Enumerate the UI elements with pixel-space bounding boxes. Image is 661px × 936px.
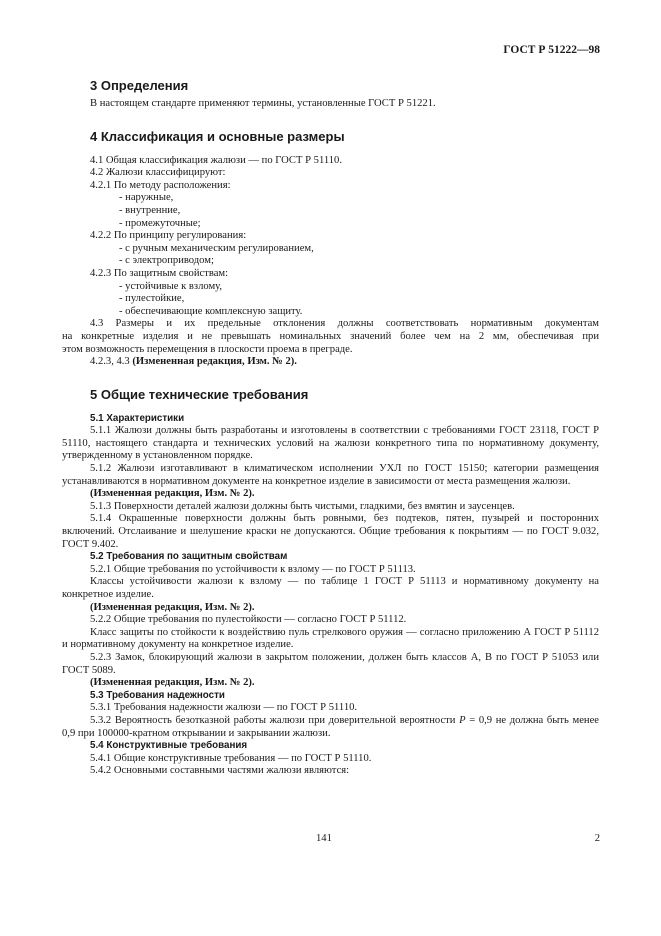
list-item: - устойчивые к взлому, [119,280,223,292]
para-4-3-line2: на конкретные изделия и не превышать номинальных значений более чем на 2 мм, обеспечивая при [62,330,599,342]
para-5-3-2-part2: = 0,9 не должна быть менее 0,9 при 100000-кратном открывании и закрывании жалюзи. [62,714,599,739]
para-5-1-2: 5.1.2 Жалюзи изготавливают в климатическом исполнении УХЛ по ГОСТ 15150; категории размещения устанавливаются в нормативном документе на конкретное изделие в зависимости от места размещения жалюзи. [62,463,599,487]
para-5-1-1: 5.1.1 Жалюзи должны быть разработаны и изготовлены в соответствии с требованиями ГОСТ 23118, ГОСТ Р 51110, настоящего стандарта и технических условий на жалюзи конкретного типа по нормативному документу, утвержденному в установленном порядке. [62,425,599,462]
para-5-1-4: 5.1.4 Окрашенные поверхности должны быть ровными, без подтеков, пятен, пузырей и посторонних включений. Отслаивание и шелушение краски не допускаются. Общие требования к покрытиям — по ГОСТ 9.032, ГОСТ 9.402. [62,513,599,550]
subsection-5-4: 5.4 Конструктивные требования [90,740,248,752]
para-4-3-line1: 4.3 Размеры и их предельные отклонения должны соответствовать нормативным документам [90,318,599,330]
para-4-2-3: 4.2.3 По защитным свойствам: [90,267,229,279]
subsection-5-1: 5.1 Характеристики [90,412,185,424]
subsection-5-2: 5.2 Требования по защитным свойствам [90,551,288,563]
list-item: - пулестойкие, [119,293,185,305]
list-item: - обеспечивающие комплексную защиту. [119,305,303,317]
para-5-2-2: 5.2.2 Общие требования по пулестойкости — согласно ГОСТ Р 51112. [90,614,407,626]
para-5-1-3: 5.1.3 Поверхности деталей жалюзи должны быть чистыми, гладкими, без вмятин и заусенцев. [90,500,515,512]
change-note: (Измененная редакция, Изм. № 2). [90,677,255,689]
list-item: - наружные, [119,192,174,204]
section-3-text: В настоящем стандарте применяют термины, установленные ГОСТ Р 51221. [90,98,436,109]
change-note [62,356,599,369]
para-4-2-2: 4.2.2 По принципу регулирования: [90,230,247,242]
para-4-2-1: 4.2.1 По методу расположения: [90,179,231,191]
para-5-2-1b: Классы устойчивости жалюзи к взлому — по таблице 1 ГОСТ Р 51113 и нормативному документу на конкретное изделие. [62,576,599,600]
list-item: - внутренние, [119,204,181,216]
para-5-3-1: 5.3.1 Требования надежности жалюзи — по ГОСТ Р 51110. [90,702,358,714]
change-ref: 4.2.3, 4.3 [90,356,130,368]
probability-variable: P [459,714,466,726]
subsection-5-3: 5.3 Требования надежности [90,689,225,701]
section-5-title: 5 Общие технические требования [90,386,309,402]
change-note: (Измененная редакция, Изм. № 2). [90,488,255,500]
para-5-3-2-part1: 5.3.2 Вероятность безотказной работы жалюзи при доверительной вероятности [90,714,456,726]
printed-number: 141 [316,833,332,844]
para-5-4-2: 5.4.2 Основными составными частями жалюзи являются: [90,765,350,777]
page-number: 2 [594,833,600,844]
para-5-2-3: 5.2.3 Замок, блокирующий жалюзи в закрытом положении, должен быть классов А, В по ГОСТ Р 51053 или ГОСТ 5089. [62,651,599,676]
para-4-1: 4.1 Общая классификация жалюзи — по ГОСТ Р 51110. [90,154,342,166]
section-4-title: 4 Классификация и основные размеры [90,128,345,144]
section-3-title: 3 Определения [90,78,189,93]
para-5-2-2b: Класс защиты по стойкости к воздействию пуль стрелкового оружия — согласно приложению А ГОСТ Р 51112 и нормативному документу на конкретное изделие. [62,626,599,651]
list-item: - с электроприводом; [119,255,214,267]
list-item: - промежуточные; [119,217,201,229]
doc-code-header: ГОСТ Р 51222—98 [503,44,600,56]
para-5-3-2 [62,715,599,740]
change-note: (Измененная редакция, Изм. № 2). [90,601,255,613]
document-body [62,78,599,778]
para-4-3-line3: этом возможность перемещения в плоскости проема в преграде. [62,343,353,355]
para-5-2-1: 5.2.1 Общие требования по устойчивости к взлому — по ГОСТ Р 51113. [90,563,416,575]
para-4-2: 4.2 Жалюзи классифицируют: [90,167,226,179]
para-5-4-1: 5.4.1 Общие конструктивные требования — по ГОСТ Р 51110. [90,752,372,764]
change-text: (Измененная редакция, Изм. № 2). [132,356,297,368]
list-item: - с ручным механическим регулированием, [119,242,314,254]
